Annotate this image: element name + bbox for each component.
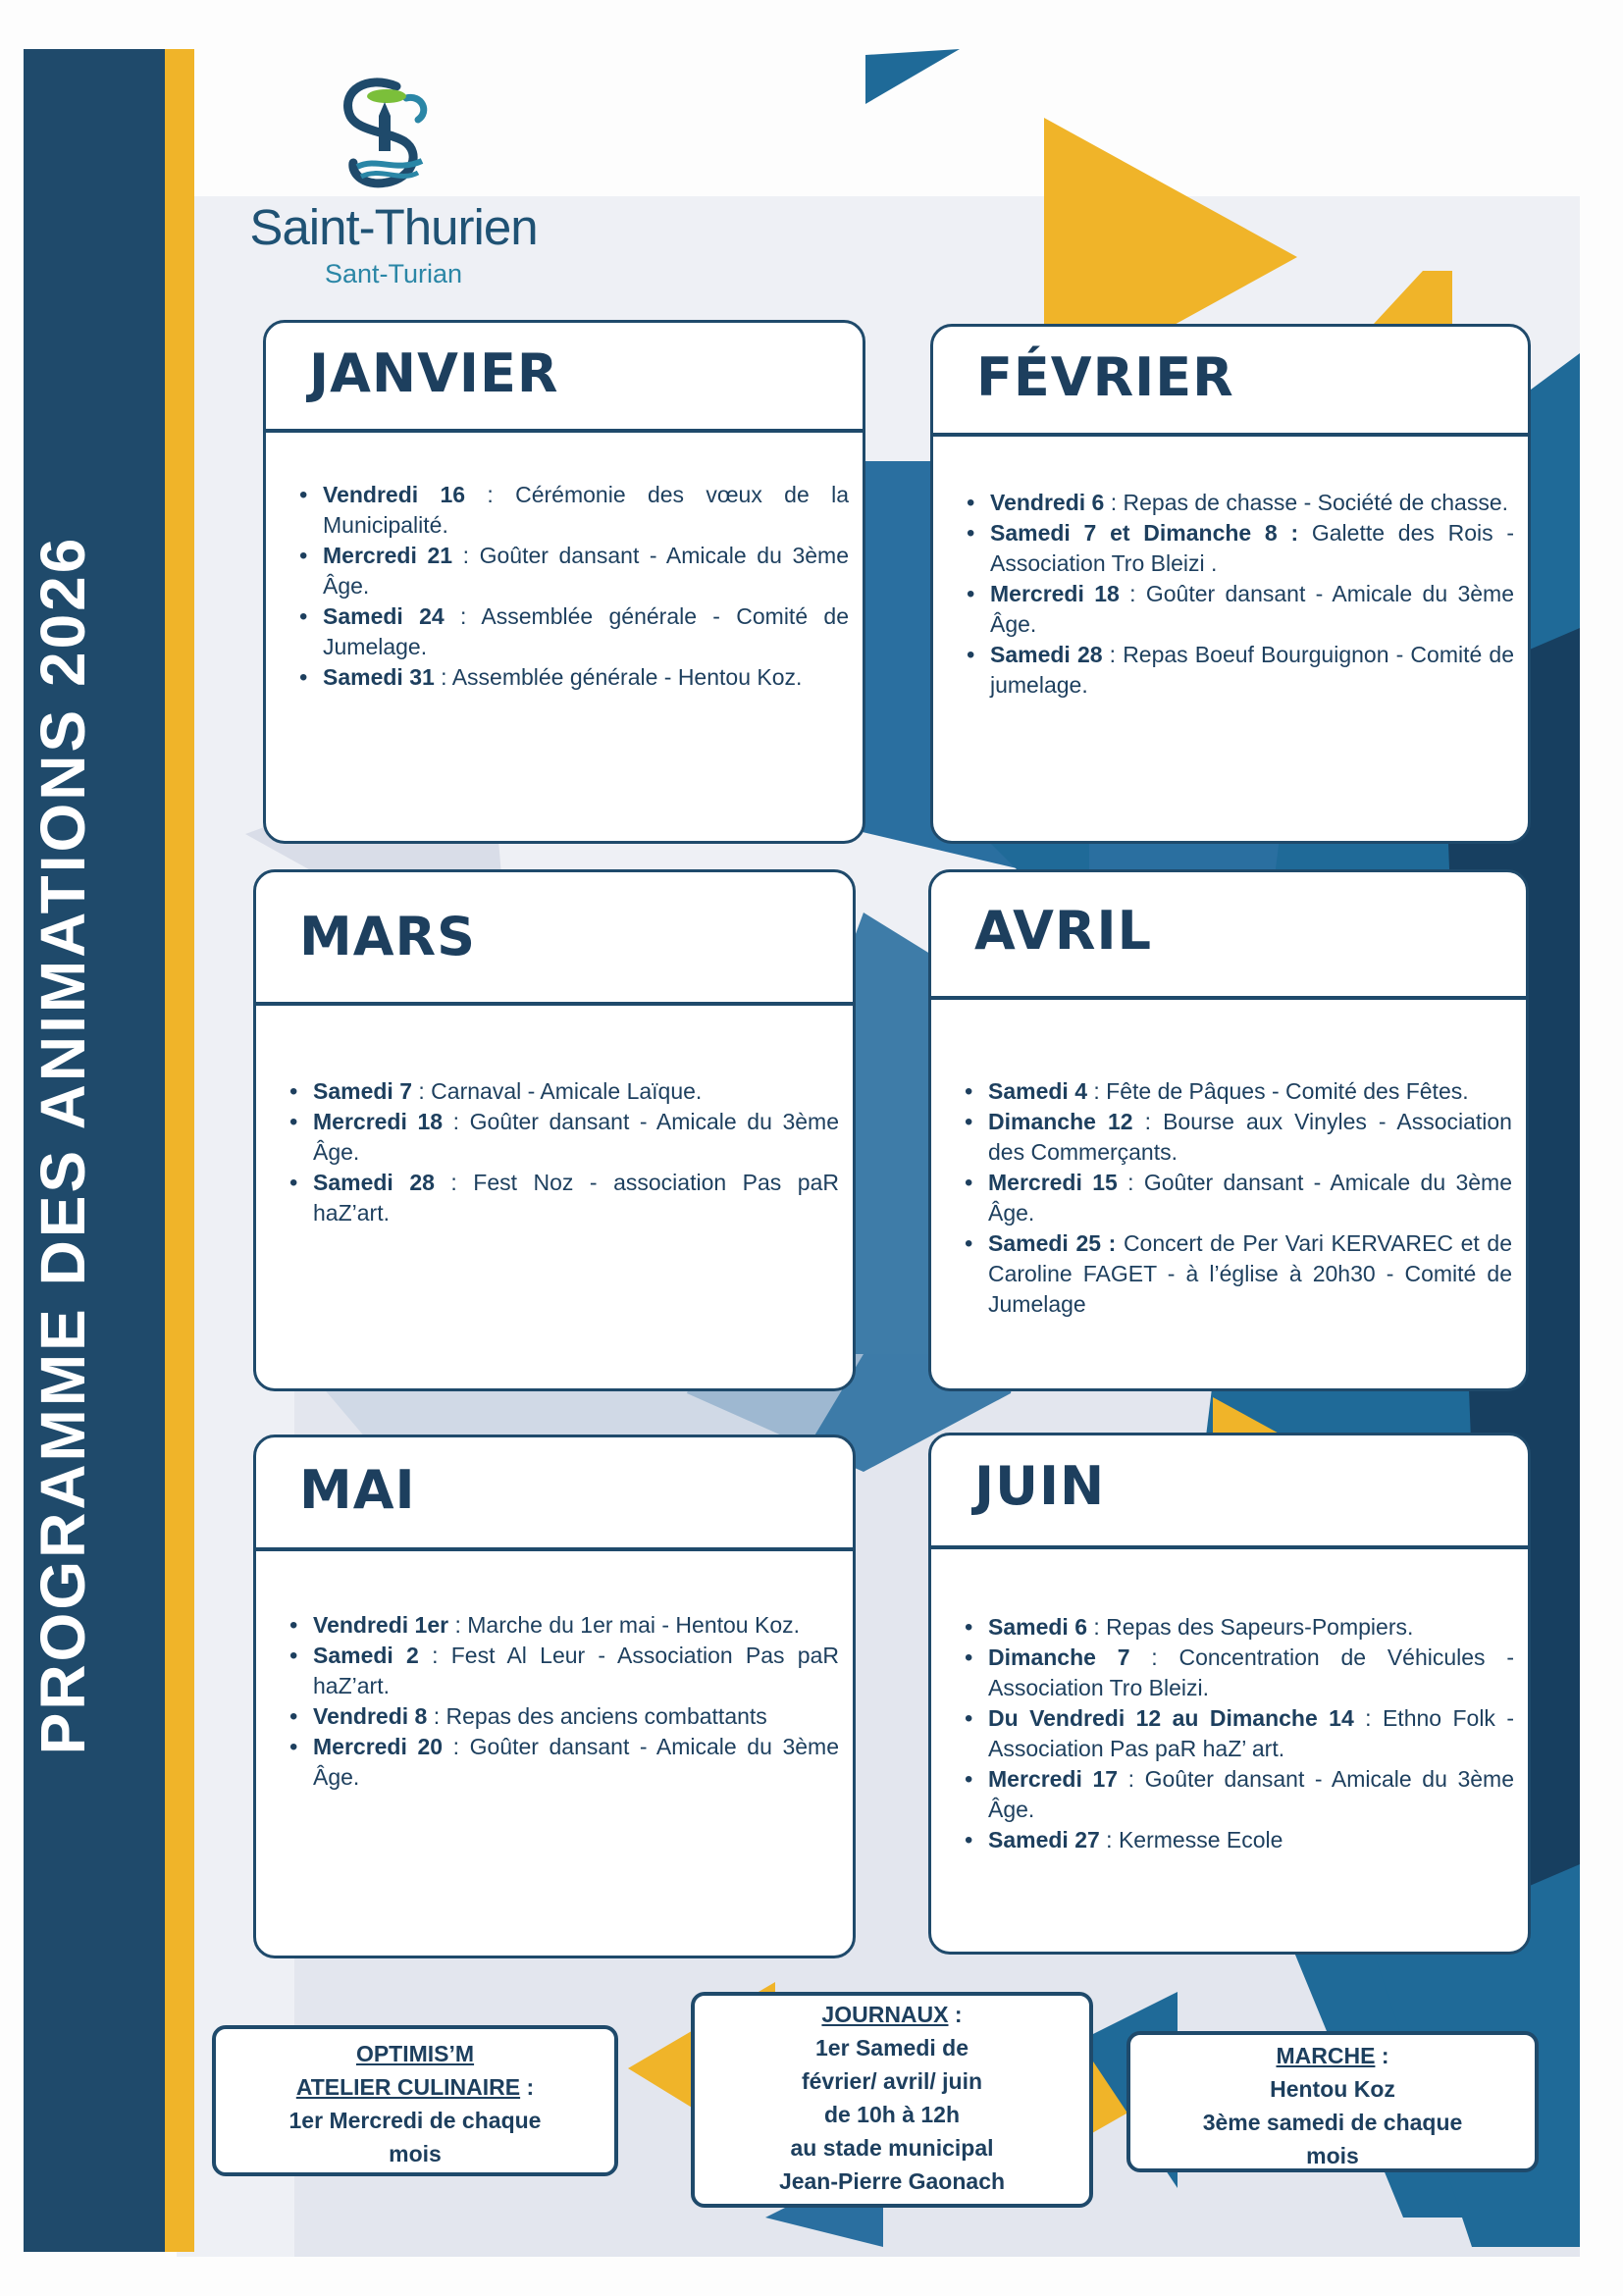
month-card-juin (928, 1433, 1531, 1955)
info-box-journaux (691, 1992, 1093, 2208)
info-line: 1er Mercredi de chaque (288, 2108, 542, 2133)
month-title: MARS (299, 906, 477, 967)
month-events (256, 1610, 853, 1793)
month-header (931, 1435, 1528, 1549)
church-emblem-icon (328, 73, 438, 198)
event-item: • Dimanche 12 : Bourse aux Vinyles - Association des Commerçants. (959, 1107, 1512, 1168)
month-events (931, 1076, 1526, 1320)
event-item: • Samedi 7 et Dimanche 8 : Galette des Rois - Association Tro Bleizi . (961, 518, 1514, 579)
event-item: • Samedi 27 : Kermesse Ecole (959, 1825, 1514, 1855)
month-title: JUIN (974, 1455, 1106, 1517)
info-line: Hentou Koz (1270, 2076, 1395, 2102)
event-item: • Vendredi 1er : Marche du 1er mai - Hentou Koz. (284, 1610, 839, 1641)
event-item: • Mercredi 20 : Goûter dansant - Amicale du 3ème Âge. (284, 1732, 839, 1793)
month-card-mars (253, 869, 856, 1391)
event-item: • Vendredi 8 : Repas des anciens combattants (284, 1701, 839, 1732)
info-line: au stade municipal (790, 2135, 994, 2161)
month-header (933, 327, 1528, 437)
info-title: JOURNAUX : (821, 2002, 963, 2027)
event-item: • Vendredi 6 : Repas de chasse - Société de chasse. (961, 488, 1514, 518)
event-item: • Dimanche 7 : Concentration de Véhicules - Association Tro Bleizi. (959, 1643, 1514, 1703)
event-item: • Mercredi 21 : Goûter dansant - Amicale du 3ème Âge. (293, 541, 849, 601)
info-subtitle: ATELIER CULINAIRE : (295, 2074, 535, 2100)
month-card-avril (928, 869, 1529, 1391)
event-item: • Mercredi 18 : Goûter dansant - Amicale du 3ème Âge. (961, 579, 1514, 640)
event-item: • Samedi 24 : Assemblée générale - Comité de Jumelage. (293, 601, 849, 662)
month-header (931, 872, 1526, 1000)
info-line: 3ème samedi de chaque (1202, 2110, 1463, 2135)
info-line: mois (1306, 2143, 1359, 2168)
info-title: MARCHE : (1276, 2043, 1389, 2068)
event-item: • Samedi 31 : Assemblée générale - Hentou Koz. (293, 662, 849, 693)
info-title: OPTIMIS’M (355, 2041, 475, 2066)
month-header (256, 872, 853, 1006)
event-item: • Samedi 2 : Fest Al Leur - Association Pas paR haZ’art. (284, 1641, 839, 1701)
event-item: • Samedi 4 : Fête de Pâques - Comité des Fêtes. (959, 1076, 1512, 1107)
event-item: • Vendredi 16 : Cérémonie des vœux de la Municipalité. (293, 480, 849, 541)
town-logo (232, 73, 555, 298)
event-item: • Du Vendredi 12 au Dimanche 14 : Ethno Folk - Association Pas paR haZ’ art. (959, 1703, 1514, 1764)
event-item: • Mercredi 15 : Goûter dansant - Amicale du 3ème Âge. (959, 1168, 1512, 1228)
info-line: Jean-Pierre Gaonach (778, 2168, 1006, 2194)
logo-town-name: Saint-Thurien (249, 199, 538, 255)
event-item: • Samedi 6 : Repas des Sapeurs-Pompiers. (959, 1612, 1514, 1643)
month-title: FÉVRIER (976, 346, 1234, 408)
poster-title: PROGRAMME DES ANIMATIONS 2026 (27, 535, 98, 1755)
info-box-marche (1126, 2031, 1539, 2172)
month-header (266, 323, 863, 433)
month-card-mai (253, 1435, 856, 1958)
month-card-fevrier (930, 324, 1531, 844)
month-card-janvier (263, 320, 865, 844)
month-events (931, 1612, 1528, 1855)
month-events (266, 480, 863, 693)
month-events (933, 488, 1528, 701)
logo-breton-name: Sant-Turian (324, 259, 463, 288)
month-title: MAI (299, 1459, 416, 1521)
event-item: • Mercredi 17 : Goûter dansant - Amicale du 3ème Âge. (959, 1764, 1514, 1825)
info-line: 1er Samedi de (815, 2035, 969, 2061)
month-events (256, 1076, 853, 1228)
month-title: AVRIL (974, 900, 1153, 962)
month-header (256, 1437, 853, 1551)
event-item: • Samedi 25 : Concert de Per Vari KERVAREC et de Caroline FAGET - à l’église à 20h30 - Comité de Jumelage (959, 1228, 1512, 1320)
event-item: • Samedi 28 : Fest Noz - association Pas paR haZ’art. (284, 1168, 839, 1228)
event-item: • Mercredi 18 : Goûter dansant - Amicale du 3ème Âge. (284, 1107, 839, 1168)
info-box-optimism (212, 2025, 618, 2176)
event-item: • Samedi 28 : Repas Boeuf Bourguignon - Comité de jumelage. (961, 640, 1514, 701)
info-line: de 10h à 12h (823, 2102, 961, 2127)
month-title: JANVIER (309, 342, 559, 404)
event-item: • Samedi 7 : Carnaval - Amicale Laïque. (284, 1076, 839, 1107)
info-line: mois (389, 2141, 442, 2166)
info-line: février/ avril/ juin (801, 2068, 983, 2094)
